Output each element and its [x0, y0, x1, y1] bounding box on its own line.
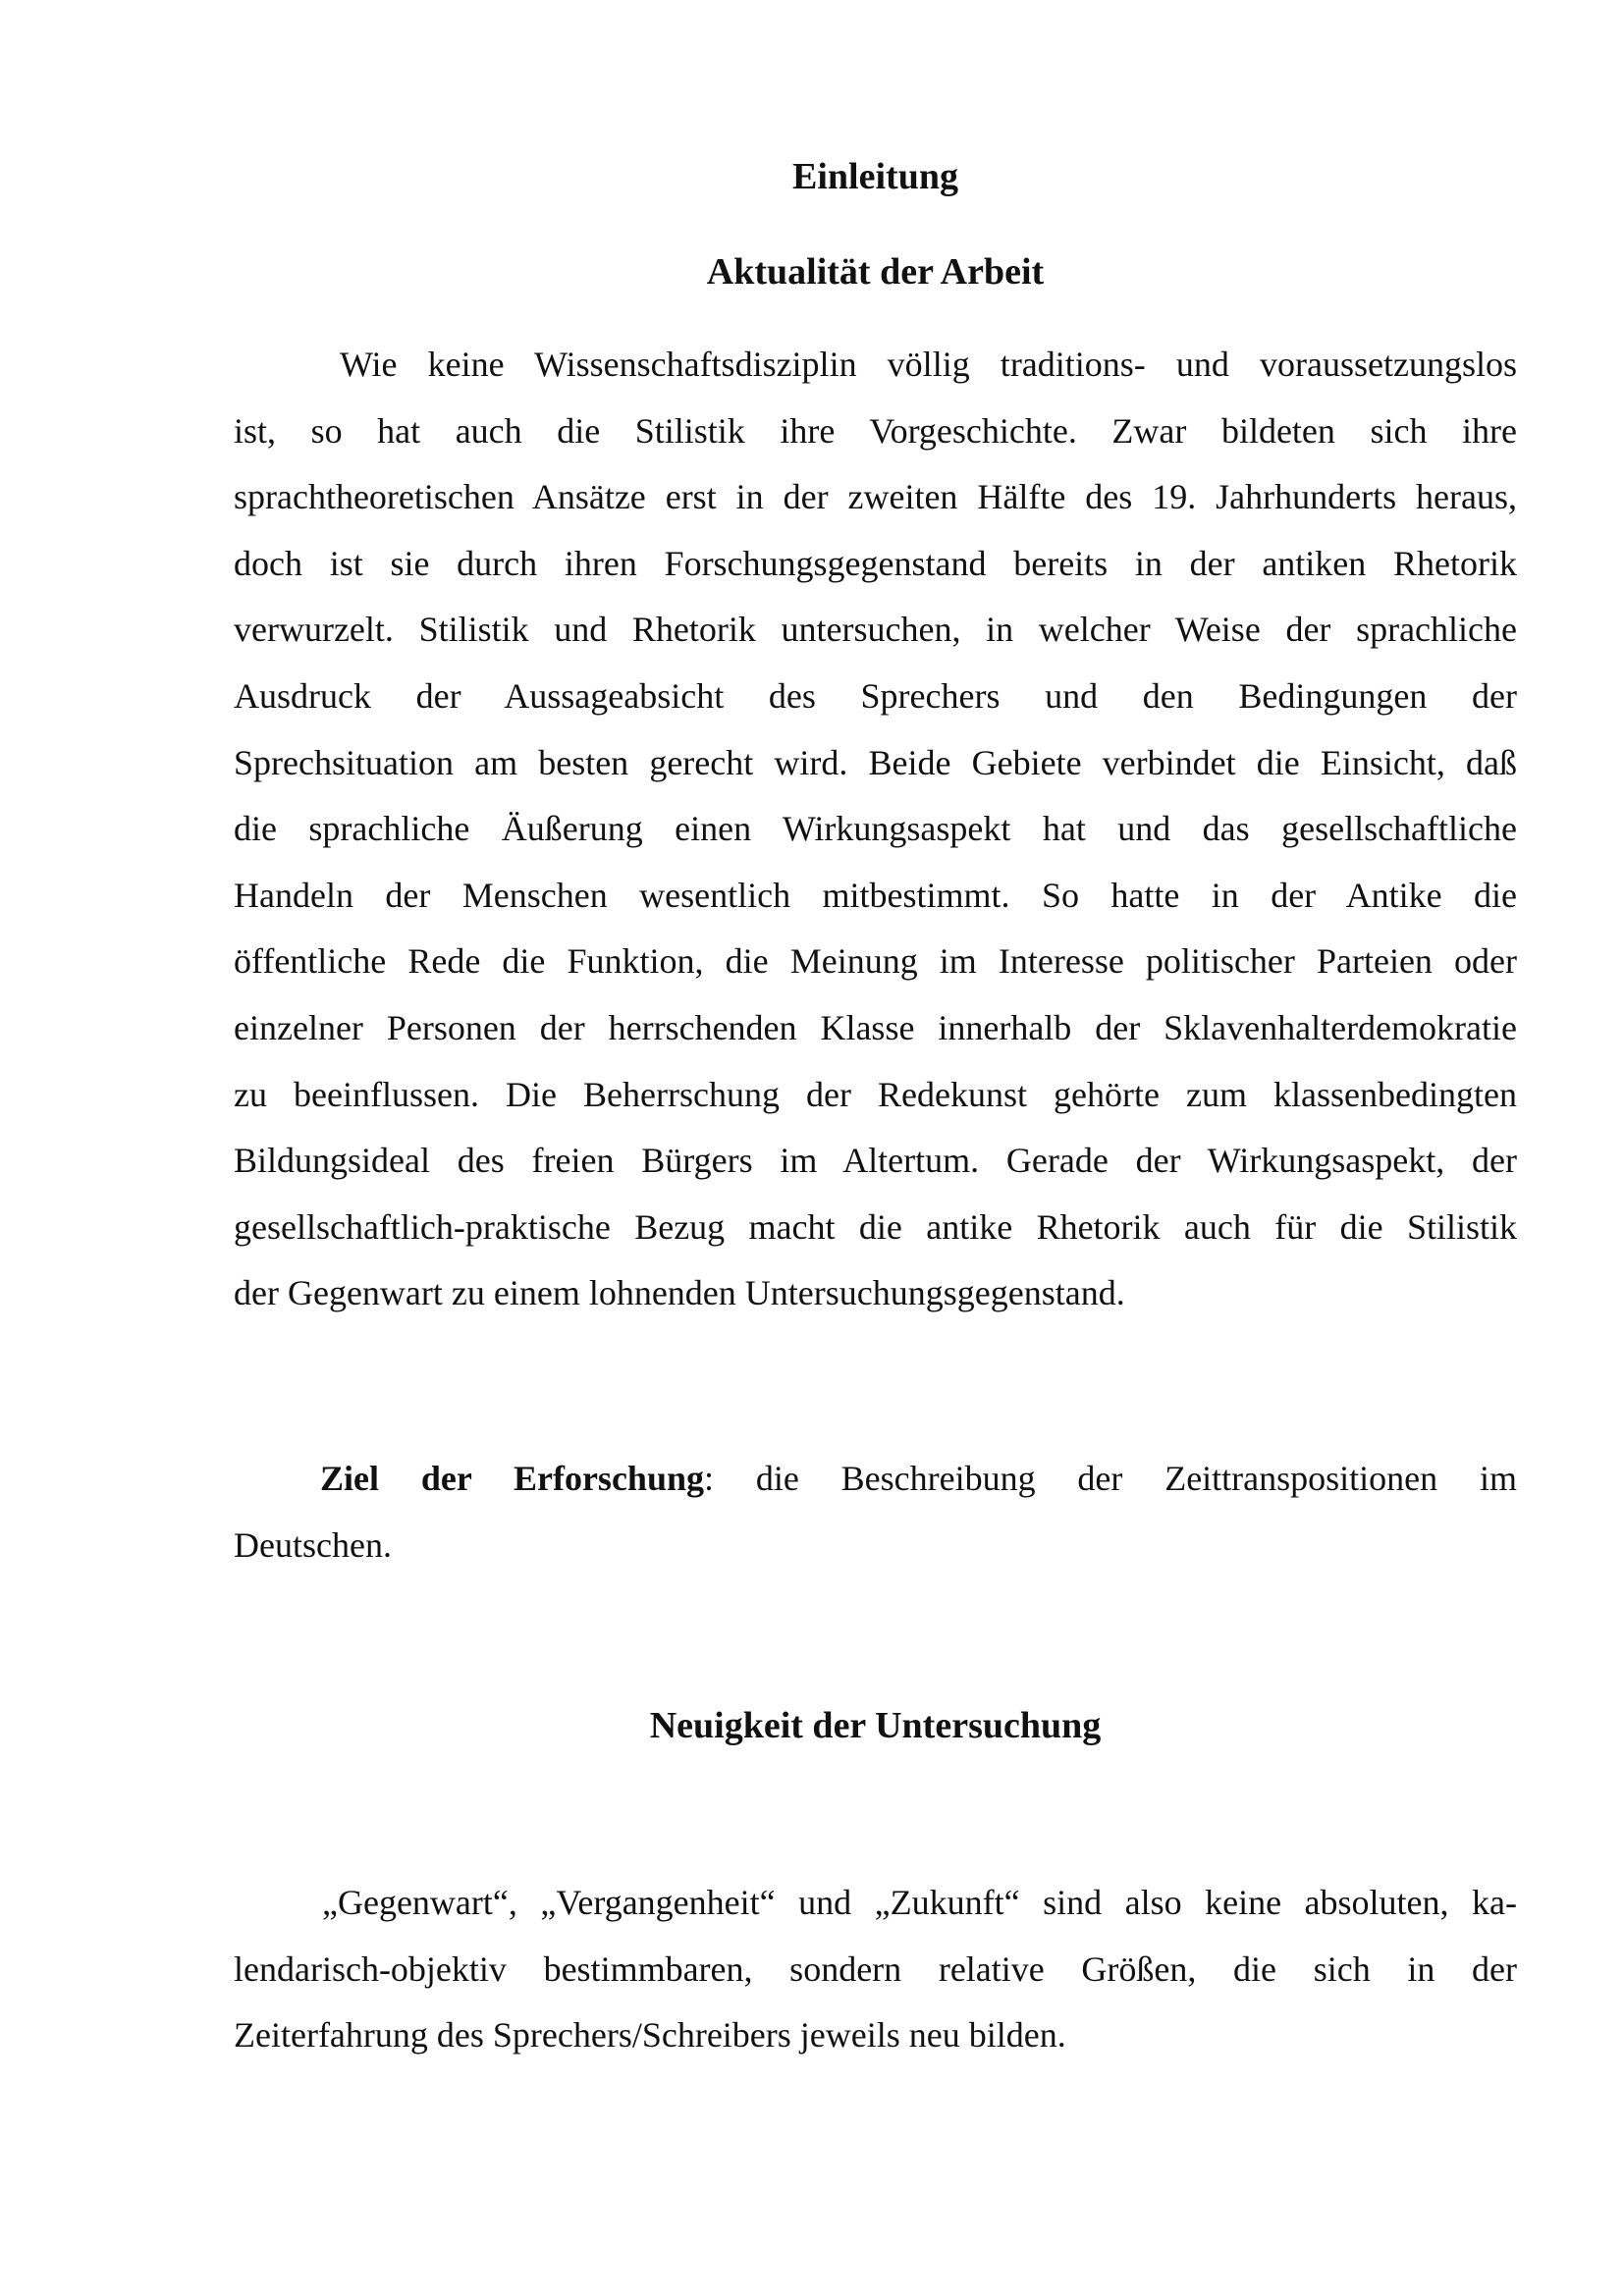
ziel-label: Ziel der Erforschung — [320, 1459, 704, 1498]
paragraph-line: Ausdruck der Aussageabsicht des Sprechers und den Bedingungen der — [234, 675, 1517, 716]
paragraph-line: doch ist sie durch ihren Forschungsgegenstand bereits in der antiken Rhetorik — [234, 543, 1517, 583]
paragraph-line: Sprechsituation am besten gerecht wird. Beide Gebiete verbindet die Einsicht, daß — [234, 742, 1517, 782]
paragraph-ziel — [234, 1446, 1517, 1578]
heading-aktualitaet: Aktualität der Arbeit — [706, 251, 1045, 293]
paragraph-line: lendarisch-objektiv bestimmbaren, sondern relative Größen, die sich in der — [234, 1949, 1517, 1989]
paragraph-neuigkeit — [234, 1870, 1517, 2069]
heading-einleitung: Einleitung — [792, 156, 958, 197]
paragraph-line: öffentliche Rede die Funktion, die Meinung im Interesse politischer Parteien oder — [234, 941, 1517, 982]
ziel-line — [234, 1446, 1517, 1513]
ziel-line-2: Deutschen. — [234, 1524, 392, 1565]
paragraph-line: Wie keine Wissenschaftsdisziplin völlig traditions- und voraussetzungslos — [340, 345, 1517, 384]
paragraph-line: Zeiterfahrung des Sprechers/Schreibers jeweils neu bilden. — [234, 2015, 1066, 2056]
ziel-text: : die Beschreibung der Zeittranspositionen im — [704, 1459, 1517, 1498]
paragraph-line: der Gegenwart zu einem lohnenden Untersuchungsgegenstand. — [234, 1273, 1125, 1313]
paragraph-line: Bildungsideal des freien Bürgers im Altertum. Gerade der Wirkungsaspekt, der — [234, 1141, 1517, 1181]
paragraph-line: verwurzelt. Stilistik und Rhetorik untersuchen, in welcher Weise der sprachliche — [234, 610, 1517, 650]
paragraph-line: ist, so hat auch die Stilistik ihre Vorgeschichte. Zwar bildeten sich ihre — [234, 410, 1517, 451]
heading-neuigkeit: Neuigkeit der Untersuchung — [649, 1705, 1102, 1746]
paragraph-aktualitaet — [234, 332, 1517, 1327]
paragraph-line: Handeln der Menschen wesentlich mitbestimmt. So hatte in der Antike die — [234, 875, 1517, 915]
paragraph-line: gesellschaftlich-praktische Bezug macht die antike Rhetorik auch für die Stilistik — [234, 1206, 1517, 1247]
paragraph-line: die sprachliche Äußerung einen Wirkungsaspekt hat und das gesellschaftliche — [234, 809, 1517, 849]
paragraph-line: einzelner Personen der herrschenden Klasse innerhalb der Sklavenhalterdemokratie — [234, 1007, 1517, 1047]
paragraph-line: zu beeinflussen. Die Beherrschung der Redekunst gehörte zum klassenbedingten — [234, 1074, 1517, 1114]
paragraph-line: „Gegenwart“, „Vergangenheit“ und „Zukunft“ sind also keine absoluten, ka- — [322, 1883, 1517, 1922]
paragraph-line: sprachtheoretischen Ansätze erst in der zweiten Hälfte des 19. Jahrhunderts heraus, — [234, 477, 1517, 517]
